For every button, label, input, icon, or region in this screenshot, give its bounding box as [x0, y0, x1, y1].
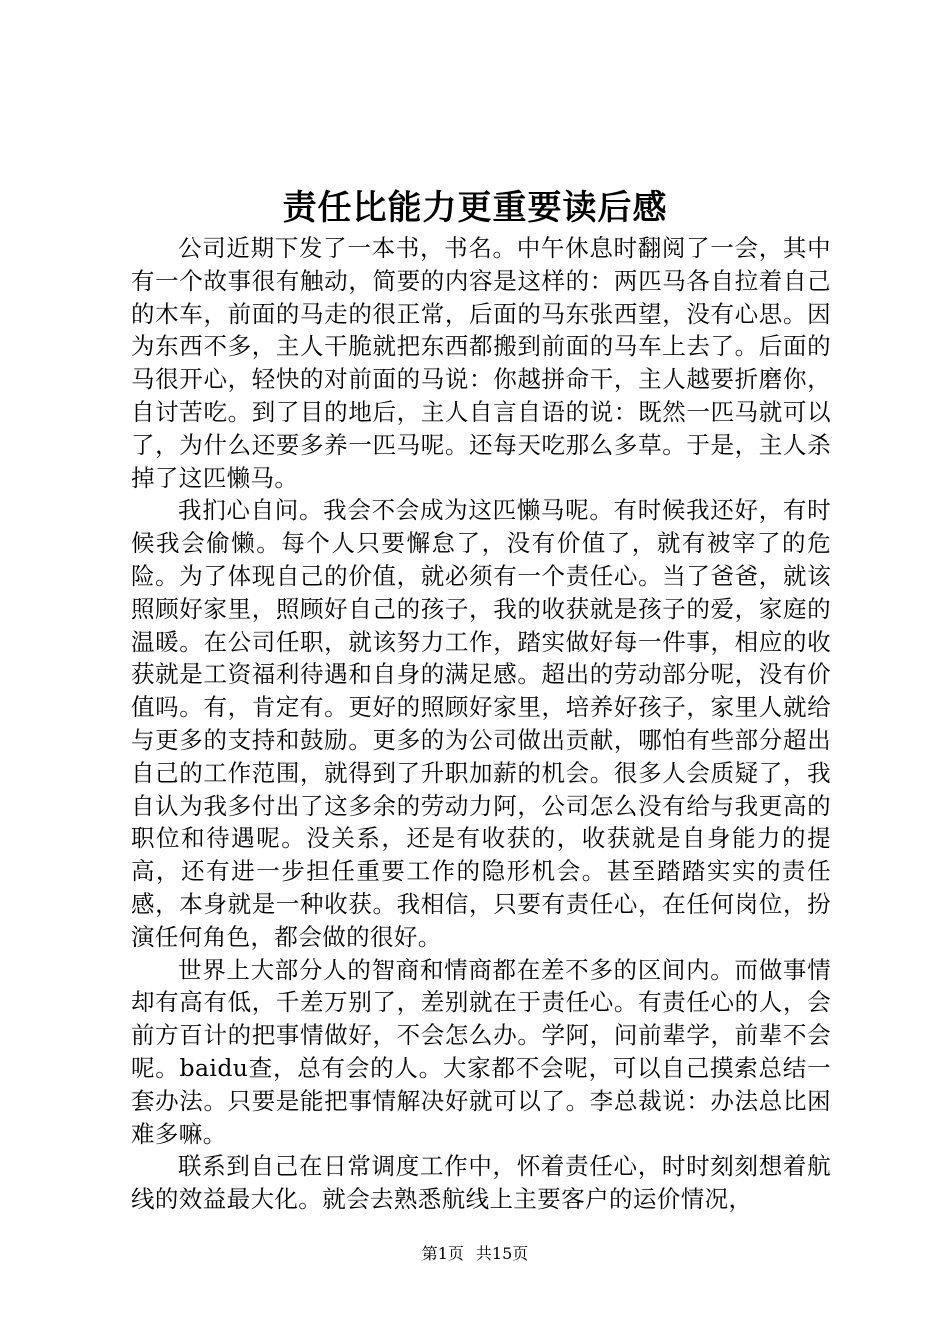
document-title: 责任比能力更重要读后感 — [282, 188, 668, 228]
paragraph-2: 我扪心自问。我会不会成为这匹懒马呢。有时候我还好，有时候我会偷懒。每个人只要懈怠了，没有价值了，就有被宰了的危险。为了体现自己的价值，就必须有一个责任心。当了爸爸，就该照顾好家里，照顾好自己的孩子，我的收获就是孩子的爱，家庭的温暖。在公司任职，就该努力工作，踏实做好每一件事，相应的收获就是工资福利待遇和自身的满足感。超出的劳动部分呢，没有价值吗。有，肯定有。更好的照顾好家里，培养好孩子，家里人就给与更多的支持和鼓励。更多的为公司做出贡献，哪怕有些部分超出自己的工作范围，就得到了升职加薪的机会。很多人会质疑了，我自认为我多付出了这多余的劳动力阿，公司怎么没有给与我更高的职位和待遇呢。没关系，还是有收获的，收获就是自身能力的提高，还有进一步担任重要工作的隐形机会。甚至踏踏实实的责任感，本身就是一种收获。我相信，只要有责任心，在任何岗位，扮演任何角色，都会做的很好。 — [131, 496, 831, 951]
paragraph-4: 联系到自己在日常调度工作中，怀着责任心，时时刻刻想着航线的效益最大化。就会去熟悉航线上主要客户的运价情况， — [131, 1152, 831, 1214]
page-total: 共15页 — [475, 1244, 529, 1263]
page-number: 第1页 — [421, 1244, 464, 1263]
document-body — [131, 232, 831, 1216]
page-footer — [0, 1242, 950, 1266]
paragraph-1: 公司近期下发了一本书，书名。中午休息时翻阅了一会，其中有一个故事很有触动，简要的内容是这样的：两匹马各自拉着自己的木车，前面的马走的很正常，后面的马东张西望，没有心思。因为东西不多，主人干脆就把东西都搬到前面的马车上去了。后面的马很开心，轻快的对前面的马说：你越拼命干，主人越要折磨你，自讨苦吃。到了目的地后，主人自言自语的说：既然一匹马就可以了，为什么还要多养一匹马呢。还每天吃那么多草。于是，主人杀掉了这匹懒马。 — [131, 234, 831, 492]
paragraph-3: 世界上大部分人的智商和情商都在差不多的区间内。而做事情却有高有低，千差万别了，差别就在于责任心。有责任心的人，会前方百计的把事情做好，不会怎么办。学阿，问前辈学，前辈不会呢。baidu查，总有会的人。大家都不会呢，可以自己摸索总结一套办法。只要是能把事情解决好就可以了。李总裁说：办法总比困难多嘛。 — [131, 955, 831, 1148]
